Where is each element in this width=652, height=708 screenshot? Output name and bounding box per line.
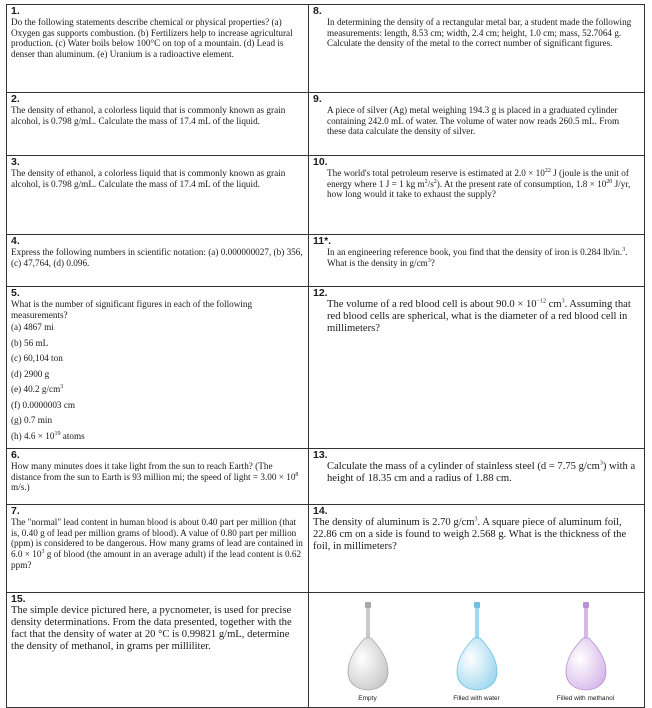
- list-item: (a) 4867 mi: [11, 322, 54, 333]
- problem-number: 8.: [313, 5, 322, 17]
- problem-text: How many minutes does it take light from the sun to reach Earth? (The distance from the sun to Earth is 93 million mi; the speed of light = $3.00 \times 10^8$ m/s.): [11, 461, 299, 493]
- problem-text: The volume of a red blood cell is about $90.0 \times 10^{-12}$ $cm^3$. Assuming that red blood cells are spherical, what is the diameter of a red blood cell in millimeters?: [327, 298, 631, 334]
- list-item: (d) 2900 g: [11, 368, 50, 379]
- flask-empty: [323, 600, 413, 705]
- problem-number: 7.: [11, 505, 20, 518]
- measurement-list: [11, 322, 304, 441]
- problem-number: 14.: [313, 505, 328, 518]
- problem-number: 10.: [313, 156, 328, 168]
- problem-14: [309, 505, 645, 593]
- list-item: (g) 0.7 min: [11, 415, 53, 426]
- problem-15: [7, 593, 309, 708]
- problem-11: [309, 235, 645, 287]
- flask-water: [432, 600, 522, 705]
- problem-number: 2.: [11, 93, 20, 105]
- problem-text: The "normal" lead content in human blood is about 0.40 part per million (that is, 0.40 g of lead per million grams of blood). A value of 0.80 part per million (ppm) is considered to be dangerous. How many grams of lead are contained in $6.0 \times 10^3$ g of blood (the amount in an average adult) if the lead content is 0.62 ppm?: [11, 517, 303, 570]
- flask-label: Filled with methanol: [556, 695, 615, 703]
- problem-number: 1.: [11, 5, 20, 17]
- problem-number: 6.: [11, 449, 20, 462]
- problem-text: The world's total petroleum reserve is estimated at $2.0 \times 10^{22}$ J (joule is the unit of energy where 1 J = 1 kg $m^2/s^2$). At the present rate of consumption, $1.8 \times 10^{20}$ J/yr, how long would it take to exhaust the supply?: [327, 167, 631, 200]
- problem-number: 4.: [11, 235, 20, 247]
- problem-text: Do the following statements describe chemical or physical properties? (a) Oxygen gas supports combustion. (b) Fertilizers help to increase agricultural production. (c) Water boils below 100°C on top of a mountain. (d) Lead is denser than aluminum. (e) Uranium is a radioactive element.: [11, 17, 293, 59]
- problem-number: 12.: [313, 287, 328, 299]
- problem-text: The simple device pictured here, a pycnometer, is used for precise density determinations. From the data presented, together with the fact that the density of water at 20 °C is 0.99821 g/mL, determine the density of methanol, in grams per milliliter.: [11, 605, 292, 653]
- problem-text: Express the following numbers in scientific notation: (a) 0.000000027, (b) 356, (c) 47,764, (d) 0.096.: [11, 247, 303, 268]
- problem-6: [7, 449, 309, 505]
- problem-number: 5.: [11, 287, 20, 299]
- flask-label: Filled with water: [453, 695, 500, 703]
- problem-text: The density of aluminum is 2.70 $g/cm^3$. A square piece of aluminum foil, 22.86 cm on a side is found to weigh 2.568 g. What is the thickness of the foil, in millimeters?: [313, 516, 627, 553]
- problem-text: In an engineering reference book, you find that the density of iron is 0.284 lb/in.$^3$. What is the density in $g/cm^3$?: [327, 246, 628, 268]
- problem-text: A piece of silver (Ag) metal weighing 194.3 g is placed in a graduated cylinder containing 242.0 mL of water. The volume of water now reads 260.5 mL. From these data calculate the density of silver.: [327, 105, 620, 137]
- flask-icon: [455, 600, 499, 692]
- problem-number: 13.: [313, 449, 328, 462]
- problem-table: [6, 4, 645, 708]
- problem-13: [309, 449, 645, 505]
- flask-methanol: [541, 600, 631, 705]
- list-item: (b) 56 mL: [11, 337, 49, 348]
- problem-number: 3.: [11, 156, 20, 168]
- list-item: (e) 40.2 $g/cm^3$: [11, 384, 64, 395]
- problem-8: [309, 5, 645, 93]
- flask-icon: [564, 600, 608, 692]
- list-item: (f) 0.0000003 cm: [11, 399, 76, 410]
- worksheet: [6, 4, 644, 703]
- problem-text: Calculate the mass of a cylinder of stainless steel (d = 7.75 $g/cm^3$) with a height of 18.35 cm and a radius of 1.88 cm.: [327, 460, 636, 485]
- problem-text: What is the number of significant figures in each of the following measurements?: [11, 299, 253, 320]
- problem-2: [7, 93, 309, 156]
- problem-number: 15.: [11, 593, 26, 606]
- problem-10: [309, 156, 645, 235]
- problem-4: [7, 235, 309, 287]
- problem-3: [7, 156, 309, 235]
- problem-text: The density of ethanol, a colorless liquid that is commonly known as grain alcohol, is 0.798 g/mL. Calculate the mass of 17.4 mL of the liquid.: [11, 105, 286, 126]
- pycnometer-figure: [309, 593, 645, 708]
- problem-number: 11*.: [313, 235, 332, 247]
- problem-text: The density of ethanol, a colorless liquid that is commonly known as grain alcohol, is 0.798 g/mL. Calculate the mass of 17.4 mL of the liquid.: [11, 168, 286, 189]
- flask-label: Empty: [358, 695, 377, 703]
- problem-9: [309, 93, 645, 156]
- problem-number: 9.: [313, 93, 322, 105]
- problem-text: In determining the density of a rectangular metal bar, a student made the following measurements: length, 8.53 cm; width, 2.4 cm; height, 1.0 cm; mass, 52.7064 g. Calculate the density of the metal to the correct number of significant figures.: [327, 17, 632, 49]
- problem-7: [7, 505, 309, 593]
- problem-5: [7, 287, 309, 449]
- problem-1: [7, 5, 309, 93]
- problem-12: [309, 287, 645, 449]
- flask-icon: [346, 600, 390, 692]
- list-item: (h) $4.6 \times 10^{19}$ atoms: [11, 430, 85, 441]
- list-item: (c) 60,104 ton: [11, 353, 63, 364]
